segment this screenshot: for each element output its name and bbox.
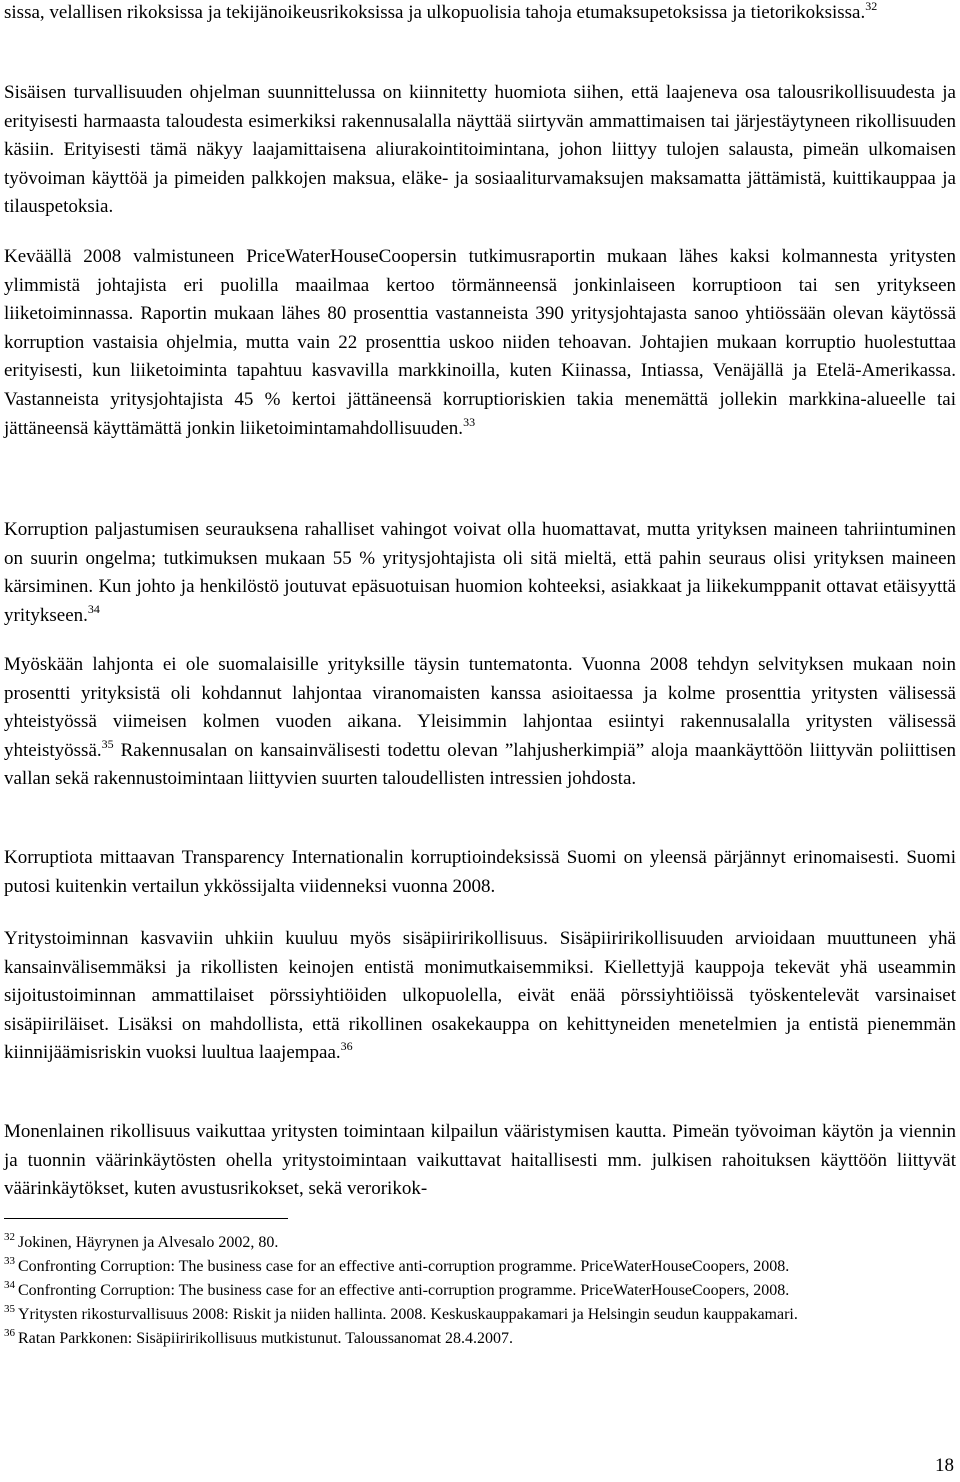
paragraph-text: Myöskään lahjonta ei ole suomalaisille yrityksille täysin tuntematonta. Vuonna 2008 tehdyn selvityksen mukaan noin prosentti yrityksistä oli kohdannut lahjontaa viranomaisten kanssa asioitaessa ja kolme prosenttia yritysten välisessä yhteistyössä viimeisen kolmen vuoden aikana. Yleisimmin lahjontaa esiintyi rakennusalalla yritysten välisessä yhteistyössä.: [4, 654, 956, 761]
footnote-number: 34: [4, 1279, 15, 1291]
paragraph-1: [4, 0, 956, 28]
paragraph-text: Yritystoiminnan kasvaviin uhkiin kuuluu myös sisäpiiririkollisuus. Sisäpiiririkollisuuden arvioidaan muuttuneen yhä kansainvälisemmäksi ja rikollisten keinojen entistä monimutkaisemmiksi. Kiellettyjä kauppoja tekevät yhä useammin sijoitustoiminnan ammattilaiset pörssiyhtiöiden ulkopuolella, eivät enää pörssiyhtiöissä työskentelevät varsinaiset sisäpiiriläiset. Lisäksi on mahdollista, että rikollinen osakekauppa on kehittyneiden menetelmien ja entistä pienemmän kiinnijäämisriskin vuoksi luultua laajempaa.: [4, 928, 956, 1064]
page-number: 18: [935, 1455, 954, 1476]
footnote-divider: [4, 1218, 288, 1219]
footnote-text: Jokinen, Häyrynen ja Alvesalo 2002, 80.: [18, 1234, 279, 1251]
paragraph-4: [4, 516, 956, 630]
footnote-36: [4, 1328, 956, 1349]
paragraph-5: [4, 651, 956, 794]
paragraph-text: Korruption paljastumisen seurauksena rahalliset vahingot voivat olla huomattavat, mutta yrityksen maineen tahriintuminen on suurin ongelma; tutkimuksen mukaan 55 % yritysjohtajista oli sitä mieltä, että pahin seuraus olisi yrityksen maineen kärsiminen. Kun johto ja henkilöstö joutuvat epäsuotuisan huomion kohteeksi, asiakkaat ja liikekumppanit ottavat etäisyyttä yritykseen.: [4, 519, 956, 626]
paragraph-6: [4, 844, 956, 901]
paragraph-text: Keväällä 2008 valmistuneen PriceWaterHouseCoopersin tutkimusraportin mukaan lähes kaksi kolmannesta yritysten ylimmistä johtajista eri puolilla maailmaa kertoo törmänneensä jonkinlaiseen korruptioon tai sen yritykseen liiketoiminnassa. Raportin mukaan lähes 80 prosenttia vastanneista 390 yritysjohtajasta sanoo yhtiössään olevan käytössä korruption vastaisia ohjelmia, mutta vain 22 prosenttia uskoo niiden tehoavan. Johtajien mukaan korruptio huolestuttaa erityisesti, kun liiketoiminta tapahtuu kasvavilla markkinoilla, kuten Kiinassa, Intiassa, Venäjällä ja Etelä-Amerikassa. Vastanneista yritysjohtajista 45 % kertoi jättäneensä korruptioriskien takia menemättä jollekin markkina-alueelle tai jättäneensä käyttämättä jonkin liiketoimintamahdollisuuden.: [4, 246, 956, 439]
footnote-number: 36: [4, 1327, 15, 1339]
footnote-32: [4, 1232, 956, 1253]
footnote-text: Confronting Corruption: The business case for an effective anti-corruption programme. PriceWaterHouseCoopers, 2008.: [18, 1282, 790, 1299]
footnote-ref: 32: [865, 0, 878, 13]
paragraph-8: [4, 1118, 956, 1204]
footnote-ref: 33: [463, 414, 476, 429]
paragraph-2: [4, 79, 956, 222]
paragraph-text: sissa, velallisen rikoksissa ja tekijänoikeusrikoksissa ja ulkopuolisia tahoja etumaksupetoksissa ja tietorikoksissa.: [4, 2, 866, 23]
footnote-ref: 36: [340, 1039, 353, 1054]
paragraph-7: [4, 925, 956, 1068]
footnotes: [4, 1232, 956, 1352]
paragraph-text: Rakennusalan on kansainvälisesti todettu olevan ”lahjusherkimpiä” aloja maankäyttöön liittyvän poliittisen vallan sekä rakennustoimintaan liittyvien suurten taloudellisten intressien johdosta.: [4, 739, 956, 790]
footnote-text: Ratan Parkkonen: Sisäpiiririkollisuus mutkistunut. Taloussanomat 28.4.2007.: [18, 1330, 514, 1347]
footnote-text: Yritysten rikosturvallisuus 2008: Riskit ja niiden hallinta. 2008. Keskuskauppakamari ja Helsingin seudun kauppakamari.: [18, 1306, 798, 1323]
footnote-35: [4, 1304, 956, 1325]
paragraph-text: Korruptiota mittaavan Transparency Internationalin korruptioindeksissä Suomi on yleensä pärjännyt erinomaisesti. Suomi putosi kuitenkin vertailun ykkössijalta viidenneksi vuonna 2008.: [4, 847, 956, 897]
paragraph-3: [4, 243, 956, 443]
footnote-ref: 34: [87, 601, 100, 616]
footnote-number: 32: [4, 1231, 15, 1243]
footnote-34: [4, 1280, 956, 1301]
footnote-text: Confronting Corruption: The business case for an effective anti-corruption programme. PriceWaterHouseCoopers, 2008.: [18, 1258, 790, 1275]
paragraph-text: Monenlainen rikollisuus vaikuttaa yritysten toimintaan kilpailun vääristymisen kautta. Pimeän työvoiman käytön ja viennin ja tuonnin väärinkäytösten ohella yritystoimintaan vaikuttavat haitallisesti mm. julkisen rahoituksen käyttöön liittyvät väärinkäytökset, kuten avustusrikokset, sekä verorikok-: [4, 1121, 956, 1200]
footnote-number: 35: [4, 1303, 15, 1315]
footnote-ref: 35: [101, 736, 114, 751]
footnote-33: [4, 1256, 956, 1277]
footnote-number: 33: [4, 1255, 15, 1267]
paragraph-text: Sisäisen turvallisuuden ohjelman suunnittelussa on kiinnitetty huomiota siihen, että laajeneva osa talousrikollisuudesta ja erityisesti harmaasta taloudesta esimerkiksi rakennusalalla näyttää siirtyvän ammattimaisen tai järjestäytyneen rikollisuuden käsiin. Erityisesti tämä näkyy laajamittaisena aliurakointitoimintana, johon liittyy tulojen salausta, pimeän ulkomaisen työvoiman käyttöä ja pimeiden palkkojen maksua, eläke- ja sosiaaliturvamaksujen maksamatta jättämistä, kuittikauppaa ja tilauspetoksia.: [4, 82, 956, 218]
